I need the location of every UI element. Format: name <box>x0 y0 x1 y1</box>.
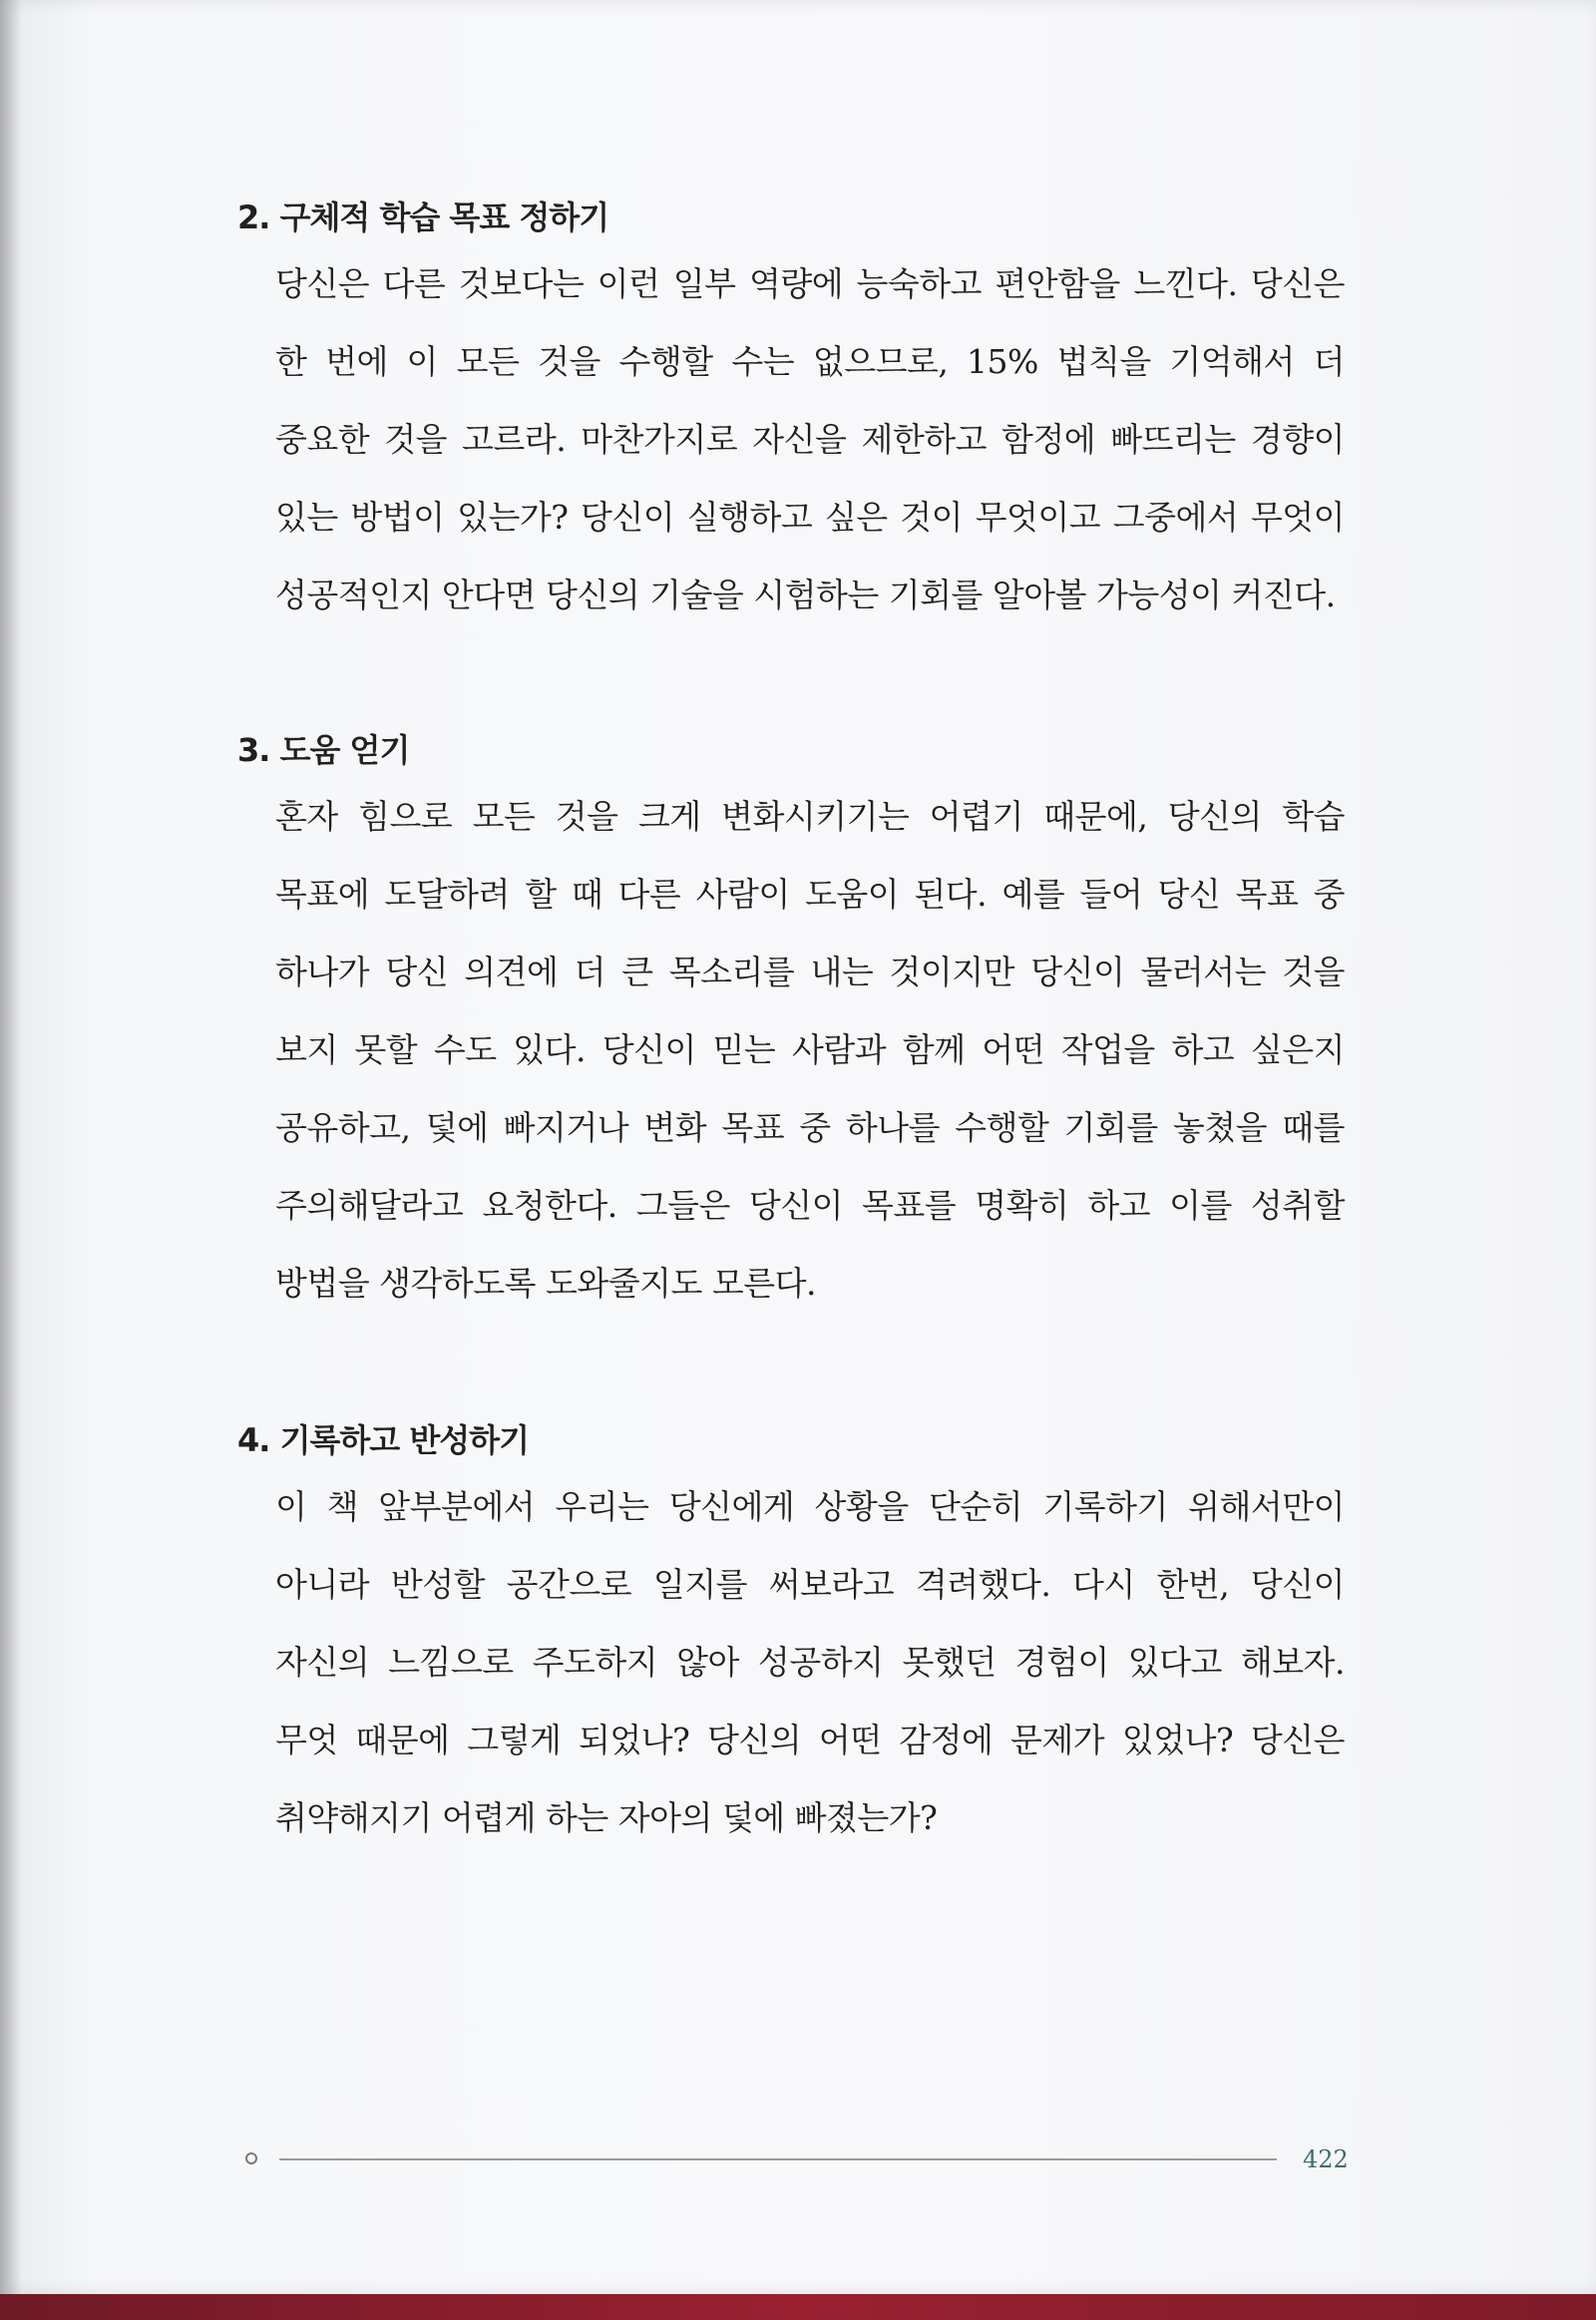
background-surface <box>0 2294 1596 2320</box>
section-body-goals: 당신은 다른 것보다는 이런 일부 역량에 능숙하고 편안함을 느낀다. 당신은 한 번에 이 모든 것을 수행할 수는 없으므로, 15% 법칙을 기억해서 더 중요한 것을 고르라. 마찬가지로 자신을 제한하고 함정에 빠뜨리는 경향이 있는 방법이 있는가? 당신이 실행하고 싶은 것이 무엇이고 그중에서 무엇이 성공적인지 안다면 당신의 기술을 시험하는 기회를 알아볼 가능성이 커진다. <box>275 264 1345 614</box>
section-body-help: 혼자 힘으로 모든 것을 크게 변화시키기는 어렵기 때문에, 당신의 학습 목표에 도달하려 할 때 다른 사람이 도움이 된다. 예를 들어 당신 목표 중 하나가 당신 의견에 더 큰 목소리를 내는 것이지만 당신이 물러서는 것을 보지 못할 수도 있다. 당신이 믿는 사람과 함께 어떤 작업을 하고 싶은지 공유하고, 덫에 빠지거나 변화 목표 중 하나를 수행할 기회를 놓쳤을 때를 주의해달라고 요청한다. 그들은 당신이 목표를 명확히 하고 이를 성취할 방법을 생각하도록 도와줄지도 모른다. <box>275 797 1345 1303</box>
page-content <box>237 190 1345 1857</box>
page-footer <box>245 2144 1353 2174</box>
section-heading-help: 3. 도움 얻기 <box>237 731 410 769</box>
page-number: 422 <box>1303 2145 1349 2173</box>
section-heading-reflect: 4. 기록하고 반성하기 <box>237 1421 529 1459</box>
section-heading-goals: 2. 구체적 학습 목표 정하기 <box>237 198 609 236</box>
section-spacer <box>237 1323 1345 1412</box>
footer-circle-ornament <box>245 2152 257 2164</box>
section-body-reflect: 이 책 앞부분에서 우리는 당신에게 상황을 단순히 기록하기 위해서만이 아니라 반성할 공간으로 일지를 써보라고 격려했다. 다시 한번, 당신이 자신의 느낌으로 주도하지 않아 성공하지 못했던 경험이 있다고 해보자. 무엇 때문에 그렇게 되었나? 당신의 어떤 감정에 문제가 있었나? 당신은 취약해지기 어렵게 하는 자아의 덫에 빠졌는가? <box>275 1487 1345 1837</box>
footer-divider-line <box>279 2158 1277 2160</box>
page-spine-shadow <box>0 0 22 2294</box>
section-spacer <box>237 634 1345 722</box>
